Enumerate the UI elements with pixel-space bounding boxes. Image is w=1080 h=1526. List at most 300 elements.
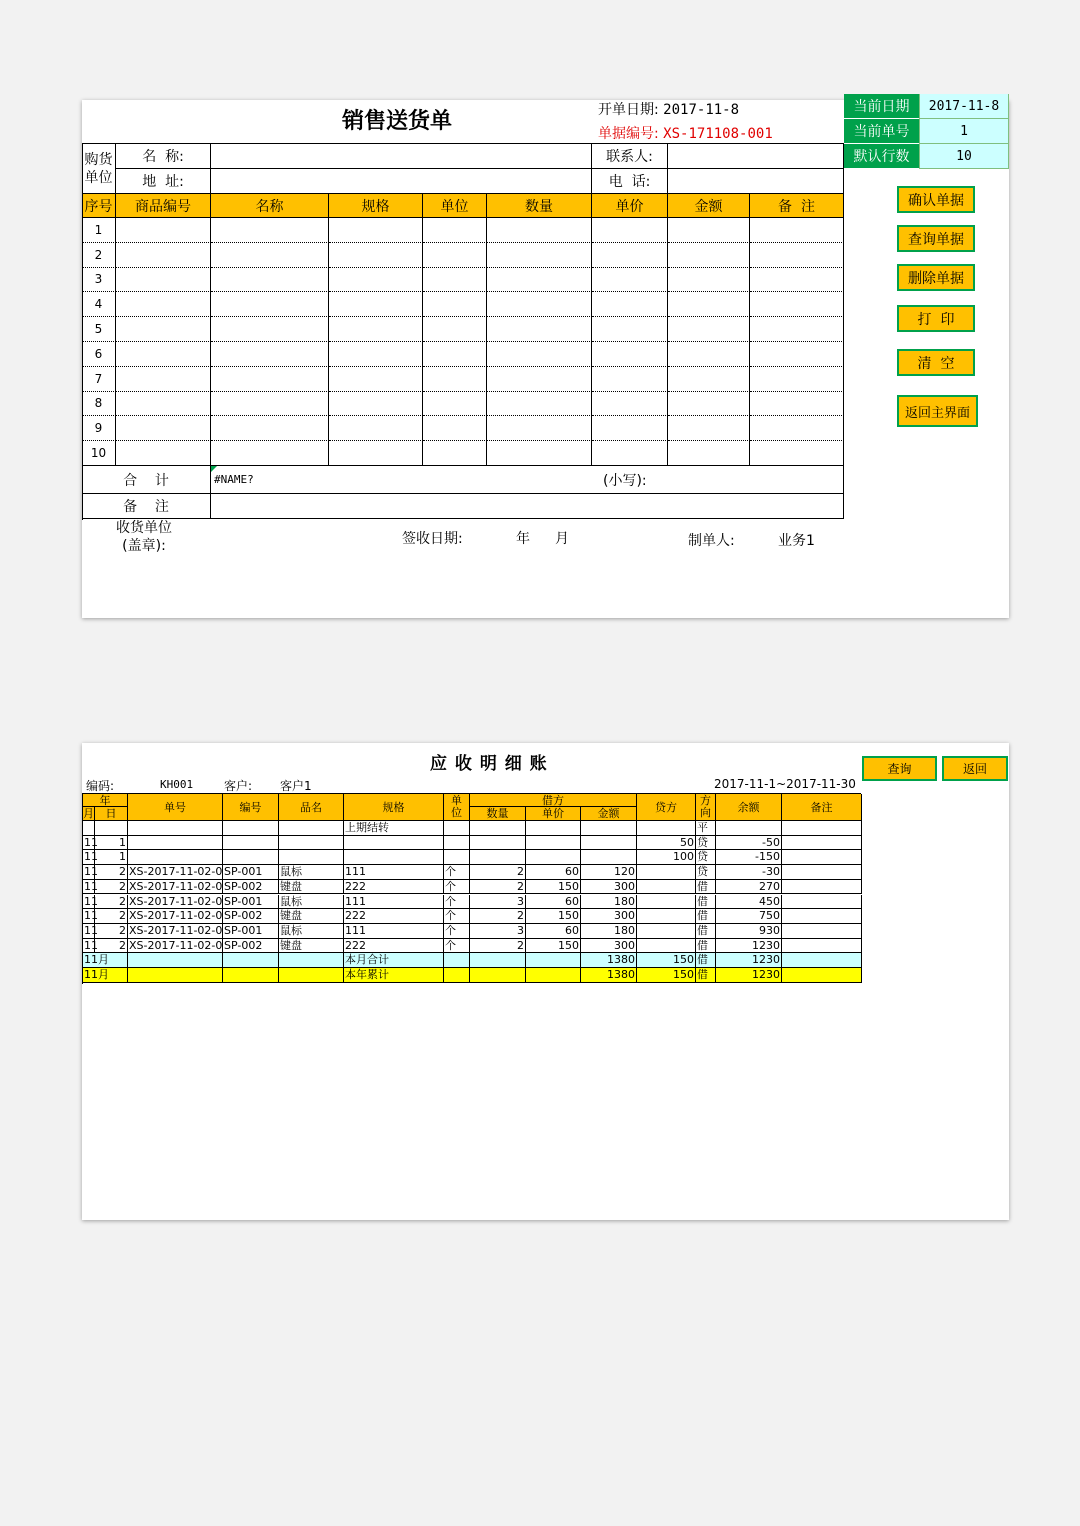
header-doc-no: 单号 [128, 794, 223, 821]
confirm-doc-button[interactable]: 确认单据 [897, 186, 975, 213]
item-cell[interactable] [423, 243, 487, 268]
col-name-header: 名称 [211, 194, 329, 218]
month-label: 月 [555, 531, 569, 547]
item-cell[interactable] [487, 416, 592, 441]
ledger-cell-spec: 111 [344, 865, 444, 880]
ledger-cell-code [223, 850, 279, 865]
header-code: 编号 [223, 794, 279, 821]
buyer-label-1: 购货 [84, 151, 113, 168]
formula-flag-icon [211, 466, 217, 472]
item-cell[interactable] [487, 342, 592, 367]
ledger-cell-doc-no: XS-2017-11-02-0 [129, 865, 223, 879]
header-remark: 备注 [782, 794, 862, 821]
ledger-cell-code: SP-001 [223, 895, 279, 910]
ledger-cell-month: 11 [84, 923, 98, 937]
ledger-cell-spec [344, 850, 444, 865]
ledger-cell-balance [716, 821, 782, 836]
item-cell[interactable] [211, 218, 329, 243]
item-cell[interactable] [750, 342, 844, 367]
month-total-balance: 1230 [716, 953, 782, 968]
item-cell[interactable] [423, 441, 487, 466]
row-number: 7 [82, 367, 116, 392]
ledger-cell-unit: 个 [444, 939, 470, 954]
ledger-cell-spec: 111 [344, 924, 444, 939]
item-cell[interactable] [487, 243, 592, 268]
ledger-cell-remark [782, 821, 862, 836]
ledger-query-button[interactable]: 查询 [862, 756, 937, 781]
row-number: 6 [82, 342, 116, 367]
header-direction: 方向 [696, 794, 716, 821]
ledger-cell-month [83, 821, 95, 836]
item-cell[interactable] [592, 392, 668, 417]
item-cell[interactable] [423, 317, 487, 342]
item-cell[interactable] [329, 416, 423, 441]
ledger-cell-credit [637, 865, 696, 880]
total-label: 合 计 [82, 466, 211, 494]
date-range: 2017-11-1~2017-11-30 [714, 777, 856, 791]
item-cell[interactable] [116, 416, 211, 441]
item-cell[interactable] [211, 317, 329, 342]
ledger-cell-month: 11 [84, 894, 98, 908]
item-cell[interactable] [487, 268, 592, 293]
item-cell[interactable] [211, 367, 329, 392]
item-cell[interactable] [668, 268, 750, 293]
item-cell[interactable] [750, 218, 844, 243]
ledger-cell-day: 1 [95, 850, 128, 865]
item-cell[interactable] [329, 268, 423, 293]
item-cell[interactable] [116, 441, 211, 466]
default-rows-label: 默认行数 [844, 144, 919, 169]
ledger-cell-amount [581, 836, 637, 851]
ledger-cell-code: SP-002 [223, 909, 279, 924]
item-cell[interactable] [592, 243, 668, 268]
name-input[interactable] [211, 144, 592, 169]
ledger-cell-direction: 贷 [696, 836, 716, 851]
item-cell[interactable] [211, 416, 329, 441]
buyer-label-2: 单位 [84, 169, 113, 186]
ledger-cell-credit [637, 895, 696, 910]
ledger-cell-remark [782, 909, 862, 924]
ledger-cell-spec: 上期结转 [344, 821, 444, 836]
ledger-cell-price [526, 836, 581, 851]
ledger-cell-balance: -30 [716, 865, 782, 880]
ledger-cell-balance: 1230 [716, 939, 782, 954]
ledger-cell-amount: 180 [581, 895, 637, 910]
item-cell[interactable] [329, 367, 423, 392]
item-cell[interactable] [750, 441, 844, 466]
ledger-cell-doc-no [128, 836, 223, 851]
ledger-cell-direction: 借 [696, 924, 716, 939]
item-cell[interactable] [329, 392, 423, 417]
ledger-cell-remark [782, 924, 862, 939]
ledger-cell-day [95, 821, 128, 836]
col-spec-header: 规格 [329, 194, 423, 218]
header-qty: 数量 [470, 807, 526, 821]
ledger-cell-direction: 借 [696, 909, 716, 924]
ledger-cell-day: 1 [95, 836, 128, 851]
month-total-remark [782, 953, 862, 968]
ledger-cell-direction: 贷 [696, 850, 716, 865]
form-table [82, 143, 844, 519]
ledger-cell-unit: 个 [444, 924, 470, 939]
item-cell[interactable] [592, 218, 668, 243]
receiver-label-1: 收货单位 [116, 520, 172, 536]
col-unit-header: 单位 [423, 194, 487, 218]
ledger-cell-price [526, 850, 581, 865]
code-value: KH001 [160, 778, 194, 791]
col-seq-header: 序号 [82, 194, 116, 218]
back-main-button[interactable]: 返回主界面 [897, 395, 978, 427]
col-qty-header: 数量 [487, 194, 592, 218]
item-cell[interactable] [329, 292, 423, 317]
ledger-cell-code [223, 821, 279, 836]
code-label: 编码: [86, 779, 115, 793]
customer-label: 客户: [224, 779, 253, 793]
current-no-value: 1 [919, 119, 1009, 144]
ledger-cell-qty: 2 [470, 909, 526, 924]
item-cell[interactable] [211, 268, 329, 293]
ledger-cell-day: 2 [95, 880, 128, 895]
item-cell[interactable] [668, 342, 750, 367]
year-total-unit [444, 968, 470, 983]
month-total-product [279, 953, 344, 968]
header-day: 日 [95, 807, 128, 821]
receivable-ledger-sheet [82, 743, 1009, 1220]
item-cell[interactable] [423, 268, 487, 293]
ledger-cell-day: 2 [95, 939, 128, 954]
month-total-month: 11月 [83, 953, 128, 968]
item-cell[interactable] [116, 292, 211, 317]
phone-input[interactable] [668, 169, 844, 194]
item-cell[interactable] [329, 243, 423, 268]
receiver-label-2: (盖章): [122, 538, 166, 554]
item-cell[interactable] [116, 367, 211, 392]
item-cell[interactable] [668, 317, 750, 342]
total-value: #NAME? [214, 473, 254, 486]
ledger-cell-amount [581, 850, 637, 865]
item-cell[interactable] [423, 392, 487, 417]
header-product: 品名 [279, 794, 344, 821]
maker-label: 制单人: [688, 533, 735, 549]
ledger-cell-balance: 450 [716, 895, 782, 910]
ledger-cell-remark [782, 880, 862, 895]
ledger-cell-unit [444, 821, 470, 836]
ledger-cell-amount: 300 [581, 909, 637, 924]
ledger-cell-month: 11 [84, 865, 98, 879]
row-number: 8 [82, 392, 116, 417]
item-cell[interactable] [423, 342, 487, 367]
ledger-cell-amount: 120 [581, 865, 637, 880]
ledger-cell-spec: 111 [344, 895, 444, 910]
item-cell[interactable] [116, 317, 211, 342]
ledger-cell-doc-no [128, 850, 223, 865]
ledger-cell-qty: 3 [470, 924, 526, 939]
ledger-cell-qty: 2 [470, 880, 526, 895]
ledger-cell-product [279, 836, 344, 851]
item-cell[interactable] [423, 416, 487, 441]
ledger-cell-month: 11 [84, 909, 98, 923]
ledger-cell-remark [782, 850, 862, 865]
item-cell[interactable] [211, 292, 329, 317]
current-no-label: 当前单号 [844, 119, 919, 144]
current-date-label: 当前日期 [844, 94, 919, 119]
row-number: 9 [82, 416, 116, 441]
ledger-cell-credit [637, 909, 696, 924]
ledger-cell-balance: 930 [716, 924, 782, 939]
ledger-cell-price: 60 [526, 924, 581, 939]
ledger-title: 应 收 明 细 账 [430, 754, 548, 774]
ledger-cell-spec: 222 [344, 880, 444, 895]
year-total-amount: 1380 [581, 968, 637, 983]
header-unit: 单位 [444, 794, 470, 821]
item-cell[interactable] [668, 441, 750, 466]
row-number: 4 [82, 292, 116, 317]
header-year: 年 [83, 794, 128, 807]
ledger-cell-unit: 个 [444, 909, 470, 924]
item-cell[interactable] [423, 218, 487, 243]
item-cell[interactable] [750, 292, 844, 317]
ledger-cell-price [526, 821, 581, 836]
open-date-value: 2017-11-8 [663, 102, 740, 118]
name-label: 名 称: [116, 144, 211, 169]
contact-label: 联系人: [592, 144, 668, 169]
ledger-cell-credit [637, 924, 696, 939]
item-cell[interactable] [750, 243, 844, 268]
ledger-cell-remark [782, 895, 862, 910]
print-button[interactable]: 打 印 [897, 305, 975, 332]
item-cell[interactable] [668, 292, 750, 317]
year-total-remark [782, 968, 862, 983]
item-cell[interactable] [487, 367, 592, 392]
remark-input[interactable] [211, 494, 844, 519]
month-total-credit: 150 [637, 953, 696, 968]
ledger-cell-day: 2 [95, 895, 128, 910]
ledger-cell-credit [637, 939, 696, 954]
contact-input[interactable] [668, 144, 844, 169]
ledger-cell-remark [782, 939, 862, 954]
ledger-cell-product: 鼠标 [279, 895, 344, 910]
item-cell[interactable] [668, 416, 750, 441]
row-number: 10 [82, 441, 116, 466]
ledger-cell-balance: -50 [716, 836, 782, 851]
year-total-spec: 本年累计 [344, 968, 444, 983]
ledger-cell-remark [782, 865, 862, 880]
item-cell[interactable] [592, 317, 668, 342]
item-cell[interactable] [211, 392, 329, 417]
header-debit: 借方 [470, 794, 637, 807]
ledger-cell-qty: 3 [470, 895, 526, 910]
item-cell[interactable] [116, 268, 211, 293]
col-price-header: 单价 [592, 194, 668, 218]
item-cell[interactable] [423, 367, 487, 392]
sign-date-label: 签收日期: [402, 531, 463, 547]
item-cell[interactable] [487, 292, 592, 317]
ledger-cell-remark [782, 836, 862, 851]
ledger-cell-amount [581, 821, 637, 836]
year-total-direction: 借 [696, 968, 716, 983]
ledger-cell-credit: 100 [637, 850, 696, 865]
ledger-cell-doc-no: XS-2017-11-02-0 [129, 938, 223, 952]
ledger-cell-price: 150 [526, 939, 581, 954]
item-cell[interactable] [750, 268, 844, 293]
ledger-cell-unit [444, 836, 470, 851]
item-cell[interactable] [668, 367, 750, 392]
item-cell[interactable] [592, 342, 668, 367]
ledger-cell-balance: 750 [716, 909, 782, 924]
header-balance: 余额 [716, 794, 782, 821]
year-total-qty [470, 968, 526, 983]
address-input[interactable] [211, 169, 592, 194]
ledger-cell-credit: 50 [637, 836, 696, 851]
item-cell[interactable] [329, 317, 423, 342]
item-cell[interactable] [592, 268, 668, 293]
ledger-cell-credit [637, 880, 696, 895]
item-cell[interactable] [592, 292, 668, 317]
buyer-label [82, 144, 116, 194]
doc-no-label: 单据编号: [598, 126, 659, 142]
item-cell[interactable] [592, 416, 668, 441]
ledger-cell-code: SP-002 [223, 939, 279, 954]
ledger-cell-day: 2 [95, 865, 128, 880]
item-cell[interactable] [750, 392, 844, 417]
ledger-cell-credit [637, 821, 696, 836]
item-cell[interactable] [668, 218, 750, 243]
item-cell[interactable] [211, 243, 329, 268]
item-cell[interactable] [487, 218, 592, 243]
row-number: 3 [82, 268, 116, 293]
item-cell[interactable] [487, 441, 592, 466]
ledger-cell-price: 60 [526, 895, 581, 910]
doc-no [598, 123, 773, 143]
maker-value: 业务1 [778, 533, 815, 549]
ledger-cell-product: 鼠标 [279, 924, 344, 939]
delete-doc-button[interactable]: 删除单据 [897, 264, 975, 291]
month-total-amount: 1380 [581, 953, 637, 968]
header-month: 月 [83, 807, 94, 820]
item-cell[interactable] [211, 441, 329, 466]
row-number: 2 [82, 243, 116, 268]
lowercase-label: (小写): [603, 472, 647, 489]
year-total-month: 11月 [83, 968, 128, 983]
item-cell[interactable] [750, 367, 844, 392]
year-total-price [526, 968, 581, 983]
ledger-cell-code [223, 836, 279, 851]
row-number: 1 [82, 218, 116, 243]
customer-value: 客户1 [280, 779, 312, 793]
ledger-cell-doc-no: XS-2017-11-02-0 [129, 909, 223, 923]
ledger-cell-spec: 222 [344, 939, 444, 954]
ledger-cell-price: 60 [526, 865, 581, 880]
header-price: 单价 [526, 807, 581, 821]
remark-label: 备 注 [82, 494, 211, 519]
ledger-cell-direction: 借 [696, 895, 716, 910]
item-cell[interactable] [329, 342, 423, 367]
item-cell[interactable] [668, 243, 750, 268]
header-amount: 金额 [581, 807, 637, 821]
ledger-cell-spec [344, 836, 444, 851]
query-doc-button[interactable]: 查询单据 [897, 225, 975, 252]
item-cell[interactable] [116, 243, 211, 268]
item-cell[interactable] [487, 317, 592, 342]
item-cell[interactable] [116, 342, 211, 367]
item-cell[interactable] [487, 392, 592, 417]
ledger-table [82, 793, 861, 984]
address-label: 地 址: [116, 169, 211, 194]
ledger-cell-day: 2 [95, 924, 128, 939]
phone-label: 电 话: [592, 169, 668, 194]
ledger-cell-product: 鼠标 [279, 865, 344, 880]
header-spec: 规格 [344, 794, 444, 821]
year-label: 年 [516, 531, 530, 547]
ledger-cell-amount: 300 [581, 939, 637, 954]
header-credit: 贷方 [637, 794, 696, 821]
ledger-cell-direction: 贷 [696, 865, 716, 880]
item-cell[interactable] [423, 292, 487, 317]
ledger-cell-unit: 个 [444, 895, 470, 910]
item-cell[interactable] [116, 218, 211, 243]
ledger-cell-direction: 借 [696, 880, 716, 895]
item-cell[interactable] [329, 441, 423, 466]
ledger-back-button[interactable]: 返回 [942, 756, 1008, 781]
ledger-cell-unit [444, 850, 470, 865]
ledger-cell-month: 11 [84, 879, 98, 893]
ledger-cell-doc-no: XS-2017-11-02-0 [129, 894, 223, 908]
ledger-cell-balance: -150 [716, 850, 782, 865]
clear-button[interactable]: 清 空 [897, 349, 975, 376]
ledger-cell-price: 150 [526, 909, 581, 924]
month-total-doc-no [128, 953, 223, 968]
open-date-label: 开单日期: [598, 102, 659, 118]
ledger-cell-qty [470, 850, 526, 865]
ledger-cell-product [279, 850, 344, 865]
ledger-cell-doc-no: XS-2017-11-02-0 [129, 923, 223, 937]
form-title: 销售送货单 [342, 109, 453, 134]
item-cell[interactable] [750, 416, 844, 441]
ledger-cell-doc-no [128, 821, 223, 836]
year-total-balance: 1230 [716, 968, 782, 983]
item-cell[interactable] [592, 441, 668, 466]
sales-delivery-sheet [82, 100, 1009, 618]
ledger-cell-product: 键盘 [279, 939, 344, 954]
month-total-unit [444, 953, 470, 968]
ledger-cell-qty: 2 [470, 939, 526, 954]
receiver-label [116, 519, 172, 555]
item-cell[interactable] [750, 317, 844, 342]
item-cell[interactable] [329, 218, 423, 243]
open-date [598, 99, 739, 119]
item-cell[interactable] [668, 392, 750, 417]
ledger-cell-qty [470, 836, 526, 851]
ledger-cell-direction: 平 [696, 821, 716, 836]
item-cell[interactable] [592, 367, 668, 392]
doc-no-value: XS-171108-001 [663, 126, 773, 142]
col-code-header: 商品编号 [116, 194, 211, 218]
ledger-cell-month: 11 [84, 938, 98, 952]
total-cell [211, 466, 844, 494]
ledger-cell-product [279, 821, 344, 836]
ledger-cell-unit: 个 [444, 865, 470, 880]
col-remark-header: 备 注 [750, 194, 844, 218]
item-cell[interactable] [211, 342, 329, 367]
item-cell[interactable] [116, 392, 211, 417]
year-total-doc-no [128, 968, 223, 983]
ledger-cell-month: 11 [84, 850, 98, 864]
month-total-price [526, 953, 581, 968]
ledger-cell-amount: 300 [581, 880, 637, 895]
table-left-border [82, 144, 83, 520]
ledger-cell-qty [470, 821, 526, 836]
current-date-value: 2017-11-8 [919, 94, 1009, 119]
